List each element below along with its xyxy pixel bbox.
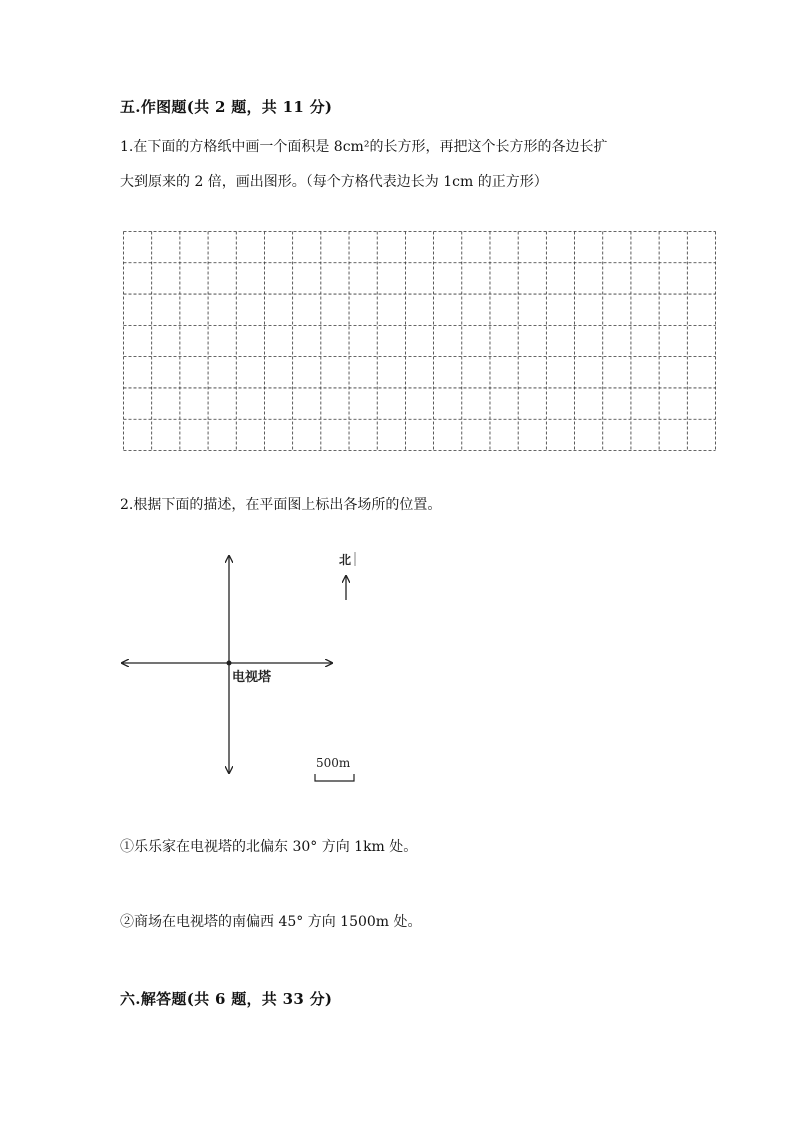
q2-item2: ②商场在电视塔的南偏西 45° 方向 1500m 处。 xyxy=(120,914,422,930)
grid-svg xyxy=(123,231,716,451)
q2-item1: ①乐乐家在电视塔的北偏东 30° 方向 1km 处。 xyxy=(120,839,418,855)
square-grid-paper[interactable] xyxy=(123,231,716,451)
tv-tower-label: 电视塔 xyxy=(232,670,272,685)
map-svg xyxy=(118,548,368,788)
scale-label: 500m xyxy=(316,756,351,770)
section-5-title: 五.作图题(共 2 题，共 11 分) xyxy=(120,98,333,116)
tv-tower-point xyxy=(227,661,232,666)
q2-text-line1: 2.根据下面的描述，在平面图上标出各场所的位置。 xyxy=(120,497,442,513)
q1-text-line1: 1.在下面的方格纸中画一个面积是 8cm²的长方形，再把这个长方形的各边长扩 xyxy=(120,139,608,155)
position-map[interactable] xyxy=(118,548,368,788)
scale-bar xyxy=(315,774,354,781)
q1-text-line2: 大到原来的 2 倍，画出图形。（每个方格代表边长为 1cm 的正方形） xyxy=(120,174,548,190)
north-label: 北 xyxy=(339,553,352,567)
section-6-title: 六.解答题(共 6 题，共 33 分) xyxy=(120,990,333,1008)
